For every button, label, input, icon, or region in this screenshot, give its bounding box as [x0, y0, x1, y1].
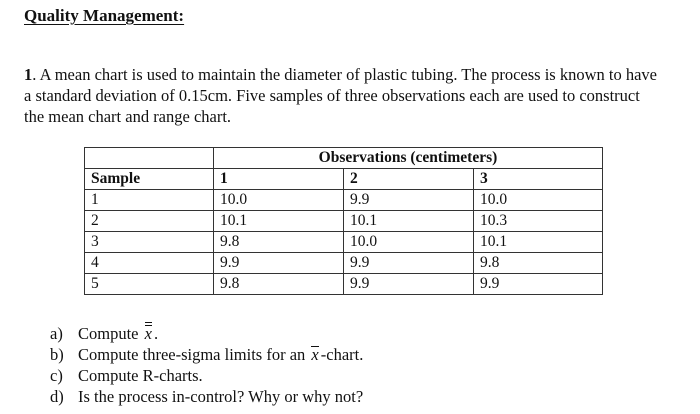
table-row	[85, 232, 603, 253]
obs-cell: 10.1	[474, 232, 603, 253]
obs-header-2: 2	[344, 169, 474, 190]
x-bar-symbol: x	[311, 345, 319, 364]
sample-cell: 1	[85, 190, 214, 211]
sample-cell: 2	[85, 211, 214, 232]
question-item	[50, 323, 363, 344]
sample-cell: 5	[85, 274, 214, 295]
table-group-header-row	[85, 148, 603, 169]
page-title: Quality Management:	[24, 6, 185, 25]
obs-cell: 9.9	[474, 274, 603, 295]
question-label: c)	[50, 366, 63, 385]
table-row	[85, 253, 603, 274]
question-text-before: Compute	[78, 324, 143, 343]
obs-cell: 10.1	[214, 211, 344, 232]
obs-cell: 10.0	[474, 190, 603, 211]
question-text: Is the process in-control? Why or why not?	[78, 387, 364, 406]
observations-table	[84, 147, 603, 295]
question-text-after: -chart.	[320, 345, 364, 364]
sample-cell: 3	[85, 232, 214, 253]
observations-header: Observations (centimeters)	[214, 148, 603, 169]
problem-text: A mean chart is used to maintain the diameter of plastic tubing. The process is known to have a standard deviation of 0.15cm. Five samples of three observations each are used to construct the mean chart and range chart.	[24, 65, 657, 126]
obs-cell: 9.9	[344, 274, 474, 295]
question-text	[78, 344, 363, 365]
obs-cell: 9.8	[214, 274, 344, 295]
obs-cell: 10.3	[474, 211, 603, 232]
question-label: a)	[50, 324, 63, 343]
question-label: d)	[50, 387, 64, 406]
question-text: Compute R-charts.	[78, 366, 203, 385]
sample-cell: 4	[85, 253, 214, 274]
question-item	[50, 365, 363, 386]
question-list	[50, 323, 363, 407]
obs-cell: 10.1	[344, 211, 474, 232]
obs-cell: 9.9	[344, 190, 474, 211]
obs-cell: 9.8	[214, 232, 344, 253]
obs-header-3: 3	[474, 169, 603, 190]
table-empty-corner	[85, 148, 214, 169]
obs-cell: 10.0	[214, 190, 344, 211]
question-label: b)	[50, 345, 64, 364]
problem-number-dot: .	[32, 65, 37, 84]
table-column-header-row	[85, 169, 603, 190]
table-row	[85, 190, 603, 211]
table-row	[85, 274, 603, 295]
question-item	[50, 344, 363, 365]
table-row	[85, 211, 603, 232]
question-text-before: Compute three-sigma limits for an	[78, 345, 310, 364]
sample-header: Sample	[85, 169, 214, 190]
obs-header-1: 1	[214, 169, 344, 190]
question-text-after: .	[153, 324, 159, 343]
x-double-bar-symbol: x	[144, 324, 152, 343]
question-text	[78, 323, 158, 344]
problem-statement	[24, 64, 664, 127]
obs-cell: 9.8	[474, 253, 603, 274]
obs-cell: 9.9	[344, 253, 474, 274]
obs-cell: 9.9	[214, 253, 344, 274]
obs-cell: 10.0	[344, 232, 474, 253]
problem-number: 1	[24, 65, 33, 84]
question-item	[50, 386, 363, 407]
